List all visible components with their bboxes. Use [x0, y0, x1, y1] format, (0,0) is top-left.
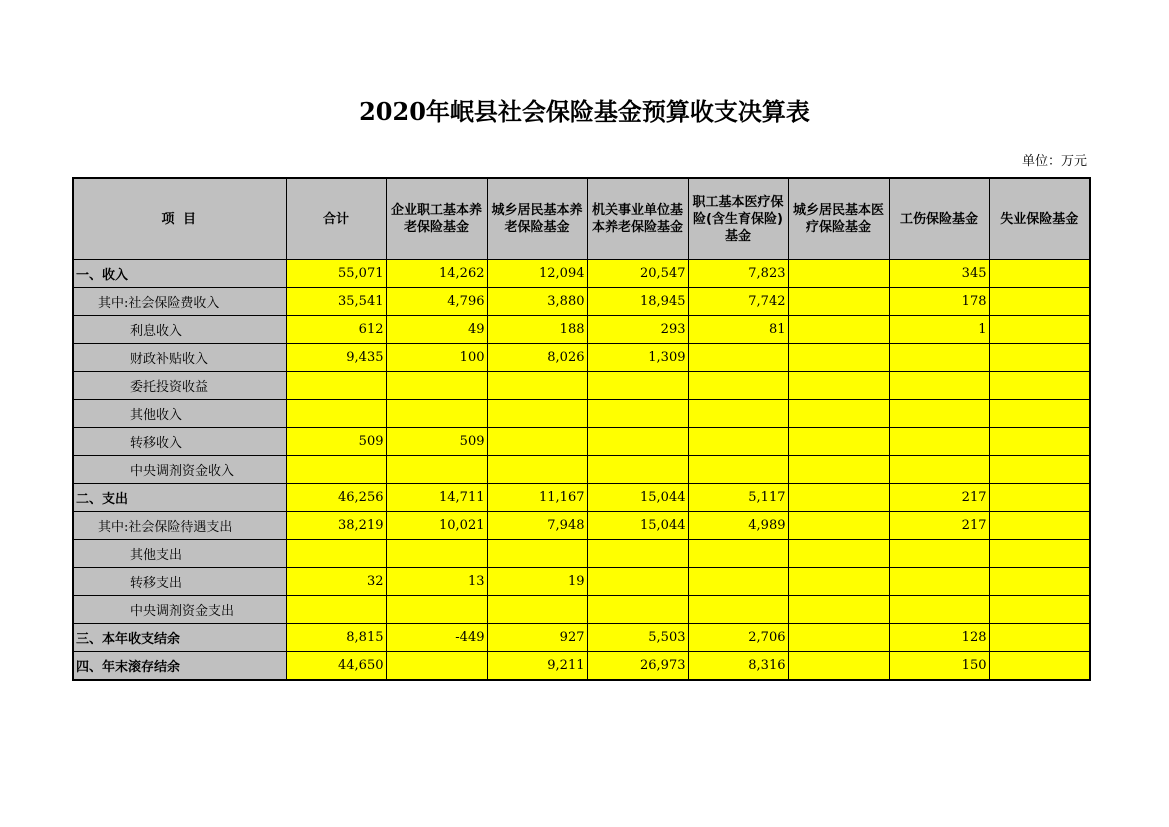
table-cell — [989, 372, 1090, 400]
table-row — [73, 372, 1090, 400]
row-label: 一、收入 — [73, 260, 286, 288]
table-cell — [889, 596, 989, 624]
table-cell — [989, 428, 1090, 456]
table-cell: 32 — [286, 568, 386, 596]
table-cell: 927 — [487, 624, 587, 652]
table-cell — [487, 400, 587, 428]
row-label: 利息收入 — [73, 316, 286, 344]
table-cell — [688, 344, 788, 372]
table-cell — [688, 456, 788, 484]
table-cell — [587, 540, 688, 568]
table-cell — [889, 540, 989, 568]
table-cell — [688, 400, 788, 428]
table-cell — [788, 652, 889, 681]
table-cell: 100 — [386, 344, 487, 372]
table-row — [73, 456, 1090, 484]
table-cell — [788, 428, 889, 456]
table-cell — [989, 596, 1090, 624]
table-cell — [587, 400, 688, 428]
table-cell: 10,021 — [386, 512, 487, 540]
table-cell — [487, 372, 587, 400]
table-cell: 26,973 — [587, 652, 688, 681]
table-cell: 18,945 — [587, 288, 688, 316]
row-label: 其中:社会保险费收入 — [73, 288, 286, 316]
table-cell — [386, 540, 487, 568]
table-cell: 14,711 — [386, 484, 487, 512]
table-cell — [788, 316, 889, 344]
table-row — [73, 316, 1090, 344]
table-cell: 81 — [688, 316, 788, 344]
row-label: 二、支出 — [73, 484, 286, 512]
table-cell: 19 — [487, 568, 587, 596]
table-row — [73, 288, 1090, 316]
table-cell — [788, 512, 889, 540]
table-cell: 2,706 — [688, 624, 788, 652]
table-cell: 15,044 — [587, 512, 688, 540]
table-cell — [386, 372, 487, 400]
column-header-item: 项 目 — [73, 178, 286, 260]
table-row — [73, 540, 1090, 568]
row-label: 转移收入 — [73, 428, 286, 456]
table-cell: 13 — [386, 568, 487, 596]
table-cell: 345 — [889, 260, 989, 288]
unit-label: 单位：万元 — [1021, 154, 1087, 169]
table-cell — [487, 540, 587, 568]
table-cell — [386, 596, 487, 624]
table-cell: 5,117 — [688, 484, 788, 512]
table-cell — [688, 540, 788, 568]
table-cell: 4,989 — [688, 512, 788, 540]
table-cell — [386, 652, 487, 681]
table-cell — [989, 316, 1090, 344]
table-cell — [286, 456, 386, 484]
table-cell — [788, 596, 889, 624]
table-cell — [386, 456, 487, 484]
table-cell: 5,503 — [587, 624, 688, 652]
table-cell — [587, 596, 688, 624]
table-cell — [286, 540, 386, 568]
table-cell — [788, 260, 889, 288]
table-cell: 14,262 — [386, 260, 487, 288]
table-cell — [989, 540, 1090, 568]
row-label: 三、本年收支结余 — [73, 624, 286, 652]
table-cell: 509 — [286, 428, 386, 456]
table-cell: 217 — [889, 512, 989, 540]
table-cell — [788, 540, 889, 568]
table-cell — [688, 372, 788, 400]
table-cell: 128 — [889, 624, 989, 652]
table-cell — [989, 512, 1090, 540]
table-cell — [788, 344, 889, 372]
row-label: 四、年末滚存结余 — [73, 652, 286, 681]
table-cell: 293 — [587, 316, 688, 344]
column-header-employee-medical: 职工基本医疗保险(含生育保险)基金 — [688, 178, 788, 260]
table-cell: 188 — [487, 316, 587, 344]
table-cell — [989, 624, 1090, 652]
table-cell: 15,044 — [587, 484, 688, 512]
table-cell — [989, 652, 1090, 681]
column-header-total: 合计 — [286, 178, 386, 260]
row-label: 中央调剂资金支出 — [73, 596, 286, 624]
table-cell: 9,211 — [487, 652, 587, 681]
table-cell — [788, 568, 889, 596]
column-header-unemployment: 失业保险基金 — [989, 178, 1090, 260]
table-cell — [889, 400, 989, 428]
table-cell: 38,219 — [286, 512, 386, 540]
table-cell: 11,167 — [487, 484, 587, 512]
table-row — [73, 624, 1090, 652]
table-row — [73, 400, 1090, 428]
table-cell: 7,742 — [688, 288, 788, 316]
column-header-enterprise-pension: 企业职工基本养老保险基金 — [386, 178, 487, 260]
row-label: 财政补贴收入 — [73, 344, 286, 372]
table-cell — [587, 372, 688, 400]
table-cell: 150 — [889, 652, 989, 681]
table-cell — [587, 456, 688, 484]
table-cell — [889, 344, 989, 372]
table-cell — [989, 456, 1090, 484]
column-header-injury: 工伤保险基金 — [889, 178, 989, 260]
table-cell — [788, 484, 889, 512]
table-cell — [889, 428, 989, 456]
row-label: 转移支出 — [73, 568, 286, 596]
row-label: 其中:社会保险待遇支出 — [73, 512, 286, 540]
table-cell — [487, 428, 587, 456]
table-cell: 7,823 — [688, 260, 788, 288]
table-row — [73, 596, 1090, 624]
table-body — [73, 260, 1090, 681]
table-cell: 178 — [889, 288, 989, 316]
table-cell — [286, 372, 386, 400]
table-cell — [989, 568, 1090, 596]
table-cell — [788, 400, 889, 428]
table-cell: 612 — [286, 316, 386, 344]
table-cell — [989, 288, 1090, 316]
table-cell — [989, 344, 1090, 372]
table-cell — [587, 568, 688, 596]
column-header-resident-medical: 城乡居民基本医疗保险基金 — [788, 178, 889, 260]
table-cell — [788, 288, 889, 316]
table-cell — [889, 372, 989, 400]
table-row — [73, 260, 1090, 288]
page-title: 2020年岷县社会保险基金预算收支决算表 — [359, 97, 810, 126]
table-cell — [587, 428, 688, 456]
table-cell — [788, 372, 889, 400]
table-row — [73, 344, 1090, 372]
table-cell — [286, 400, 386, 428]
table-cell: 3,880 — [487, 288, 587, 316]
budget-table — [72, 177, 1091, 681]
row-label: 中央调剂资金收入 — [73, 456, 286, 484]
table-row — [73, 484, 1090, 512]
table-cell: 44,650 — [286, 652, 386, 681]
table-cell: -449 — [386, 624, 487, 652]
table-cell: 217 — [889, 484, 989, 512]
table-cell — [286, 596, 386, 624]
table-cell: 1,309 — [587, 344, 688, 372]
table-cell — [386, 400, 487, 428]
table-cell: 8,815 — [286, 624, 386, 652]
table-cell: 55,071 — [286, 260, 386, 288]
table-cell — [788, 456, 889, 484]
table-row — [73, 512, 1090, 540]
table-cell — [889, 456, 989, 484]
table-cell — [487, 596, 587, 624]
table-cell — [989, 400, 1090, 428]
table-row — [73, 652, 1090, 681]
table-cell: 1 — [889, 316, 989, 344]
table-row — [73, 568, 1090, 596]
table-cell — [989, 484, 1090, 512]
table-header-row — [73, 178, 1090, 260]
table-cell: 46,256 — [286, 484, 386, 512]
column-header-institution-pension: 机关事业单位基本养老保险基金 — [587, 178, 688, 260]
table-row — [73, 428, 1090, 456]
table-cell: 49 — [386, 316, 487, 344]
table-cell: 8,026 — [487, 344, 587, 372]
table-cell: 35,541 — [286, 288, 386, 316]
table-cell: 9,435 — [286, 344, 386, 372]
row-label: 其他收入 — [73, 400, 286, 428]
table-cell — [688, 428, 788, 456]
table-cell — [487, 456, 587, 484]
table-cell: 4,796 — [386, 288, 487, 316]
row-label: 其他支出 — [73, 540, 286, 568]
table-cell: 7,948 — [487, 512, 587, 540]
table-cell: 20,547 — [587, 260, 688, 288]
row-label: 委托投资收益 — [73, 372, 286, 400]
table-cell — [889, 568, 989, 596]
table-cell — [688, 568, 788, 596]
table-cell — [989, 260, 1090, 288]
table-cell: 509 — [386, 428, 487, 456]
table-cell — [788, 624, 889, 652]
table-cell — [688, 596, 788, 624]
table-cell: 8,316 — [688, 652, 788, 681]
table-cell: 12,094 — [487, 260, 587, 288]
column-header-resident-pension: 城乡居民基本养老保险基金 — [487, 178, 587, 260]
